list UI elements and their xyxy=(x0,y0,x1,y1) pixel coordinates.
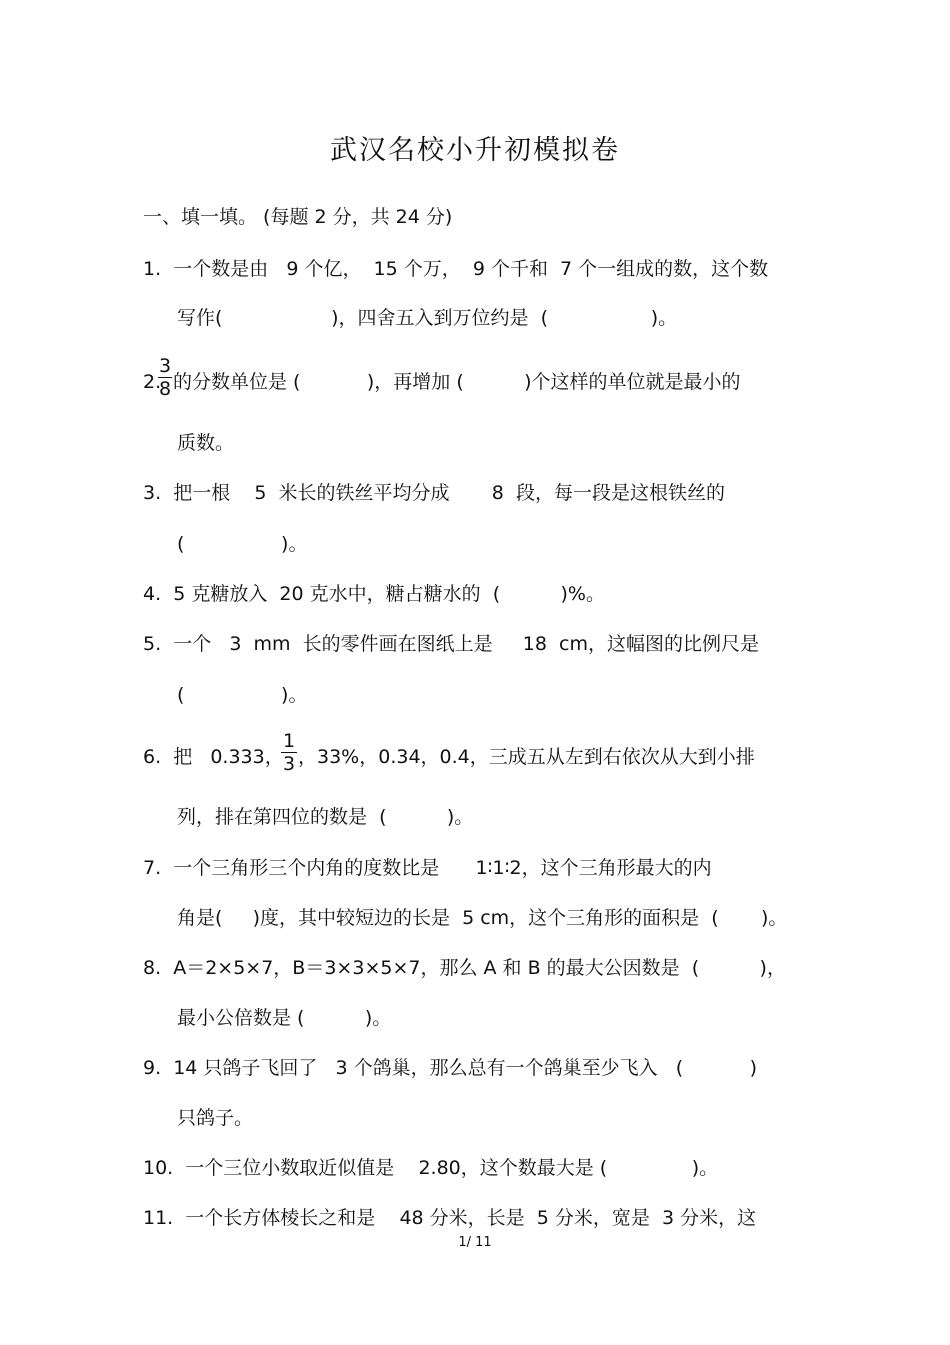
question-4-line-1: 4. 5 克糖放入 20 克水中，糖占糖水的 ( )%。 xyxy=(143,583,605,605)
question-10-line-1: 10. 一个三位小数取近似值是 2.80，这个数最大是 ( )。 xyxy=(143,1157,719,1179)
fraction-denominator: 3 xyxy=(282,753,296,775)
exam-title: 武汉名校小升初模拟卷 xyxy=(330,135,620,166)
question-2-line-1: 的分数单位是 ( )，再增加 ( )个这样的单位就是最小的 xyxy=(173,371,741,393)
page-number: 1/ 11 xyxy=(458,1235,492,1250)
question-7-line-1: 7. 一个三角形三个内角的度数比是 1∶1∶2，这个三角形最大的内 xyxy=(143,857,712,879)
question-5-line-2: ( )。 xyxy=(177,684,308,706)
question-5-line-1: 5. 一个 3 mm 长的零件画在图纸上是 18 cm，这幅图的比例尺是 xyxy=(143,633,759,655)
question-2-line-2: 质数。 xyxy=(177,432,235,454)
question-6-fraction xyxy=(281,731,297,774)
question-6-suffix: ，33%，0.34，0.4，三成五从左到右依次从大到小排 xyxy=(298,746,755,768)
question-9-line-2: 只鸽子。 xyxy=(177,1107,254,1129)
section-heading: 一、填一填。 (每题 2 分，共 24 分) xyxy=(143,206,453,228)
question-2-fraction xyxy=(158,356,172,399)
question-3-line-2: ( )。 xyxy=(177,533,308,555)
question-8-line-1: 8. A＝2×5×7，B＝3×3×5×7，那么 A 和 B 的最大公因数是 ( )， xyxy=(143,957,786,979)
fraction-numerator: 3 xyxy=(158,355,172,377)
question-7-line-2: 角是( )度，其中较短边的长是 5 cm，这个三角形的面积是 ( )。 xyxy=(177,907,788,929)
question-3-line-1: 3. 把一根 5 米长的铁丝平均分成 8 段，每一段是这根铁丝的 xyxy=(143,482,725,504)
question-8-line-2: 最小公倍数是 ( )。 xyxy=(177,1007,392,1029)
fraction-numerator: 1 xyxy=(282,730,296,752)
fraction-denominator: 8 xyxy=(158,378,172,400)
question-9-line-1: 9. 14 只鸽子飞回了 3 个鸽巢，那么总有一个鸽巢至少飞入 ( ) xyxy=(143,1057,758,1079)
question-1-line-1: 1. 一个数是由 9 个亿， 15 个万， 9 个千和 7 个一组成的数，这个数 xyxy=(143,258,769,280)
question-6-prefix: 6. 把 0.333， xyxy=(143,746,284,768)
question-2-number: 2. xyxy=(143,371,162,393)
question-6-line-2: 列，排在第四位的数是 ( )。 xyxy=(177,806,474,828)
question-1-line-2: 写作( )，四舍五入到万位约是 ( )。 xyxy=(177,307,678,329)
question-11-line-1: 11. 一个长方体棱长之和是 48 分米，长是 5 分米，宽是 3 分米，这 xyxy=(143,1207,757,1229)
